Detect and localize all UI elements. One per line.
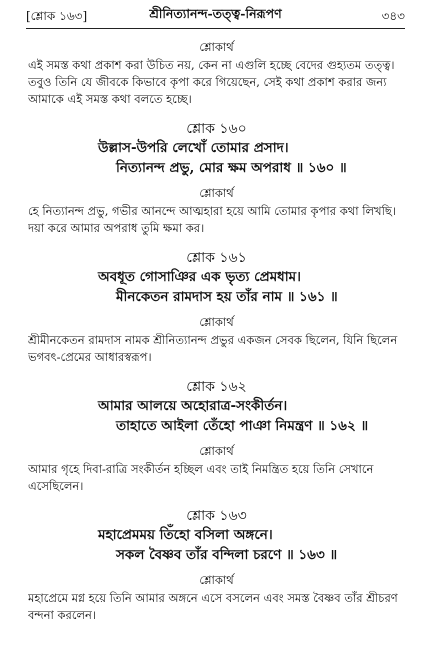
verse-line: নিত্যানন্দ প্রভু, মোর ক্ষম অপরাধ ॥ ১৬০ ॥	[116, 160, 347, 176]
verse-number: শ্লোক ১৬২	[186, 379, 247, 395]
verse-text	[28, 138, 405, 178]
verse-line: আমার আলয়ে অহোরাত্র-সংকীর্তন।	[98, 398, 288, 414]
translation-paragraph	[28, 461, 405, 495]
translation-paragraph	[28, 203, 405, 237]
translation-paragraph	[28, 590, 405, 624]
translation-paragraph	[28, 332, 405, 366]
verse-line: সকল বৈষ্ণব তাঁর বন্দিলা চরণে ॥ ১৬৩ ॥	[116, 547, 338, 563]
header-divider	[26, 28, 405, 29]
verse-line: অবধূত গোসাঞির এক ভৃত্য প্রেমধাম।	[98, 269, 301, 285]
page-number: ৩৪৩	[381, 9, 405, 23]
verse-number: শ্লোক ১৬০	[186, 121, 247, 137]
chapter-title: শ্রীনিত্যানন্দ-তত্ত্ব-নিরূপণ	[149, 6, 282, 21]
verse-text	[28, 525, 405, 565]
section-verse-160	[28, 120, 405, 237]
paragraph-line: আমাকে এই সমস্ত কথা বলতে হচ্ছে।	[28, 92, 192, 106]
translation-heading: শ্লোকার্থ	[199, 573, 234, 587]
page-body	[28, 32, 405, 624]
verse-range-label: [শ্লোক ১৬৩]	[26, 9, 88, 23]
verse-number: শ্লোক ১৬১	[186, 250, 247, 266]
translation-paragraph	[28, 57, 405, 108]
translation-heading: শ্লোকার্থ	[199, 315, 234, 329]
verse-text	[28, 396, 405, 436]
translation-heading: শ্লোকার্থ	[199, 40, 234, 54]
section-intro	[28, 40, 405, 108]
translation-heading: শ্লোকার্থ	[199, 444, 234, 458]
section-verse-163	[28, 507, 405, 624]
verse-text	[28, 267, 405, 307]
paragraph-line: হে নিত্যানন্দ প্রভু, গভীর আনন্দে আত্মহারা হয়ে আমি তোমার কৃপার কথা লিখছি।	[28, 204, 396, 218]
verse-number: শ্লোক ১৬৩	[186, 508, 247, 524]
paragraph-line: দয়া করে আমার অপরাধ তুমি ক্ষমা কর।	[28, 221, 205, 235]
translation-heading: শ্লোকার্থ	[199, 186, 234, 200]
section-verse-161	[28, 249, 405, 366]
paragraph-line: তবুও তিনি যে জীবকে কিভাবে কৃপা করে গিয়েছেন, সেই কথা প্রকাশ করার জন্য	[28, 75, 387, 89]
paragraph-line: আমার গৃহে দিবা-রাত্রি সংকীর্তন হচ্ছিল এবং তাই নিমন্ত্রিত হয়ে তিনি সেখানে	[28, 462, 374, 476]
verse-line: তাহাতে আইলা তেঁহো পাঞা নিমন্ত্রণ ॥ ১৬২ ॥	[116, 418, 369, 434]
verse-line: উল্লাস-উপরি লেখোঁ তোমার প্রসাদ।	[98, 140, 289, 156]
running-header	[26, 6, 405, 26]
paragraph-line: মহাপ্রেমে মগ্ন হয়ে তিনি আমার অঙ্গনে এসে বসলেন এবং সমস্ত বৈষ্ণব তাঁর শ্রীচরণ	[28, 591, 398, 605]
paragraph-line: ভগবৎ-প্রেমের আধারস্বরূপ।	[28, 350, 152, 364]
verse-line: মীনকেতন রামদাস হয় তাঁর নাম ॥ ১৬১ ॥	[116, 289, 338, 305]
paragraph-line: বন্দনা করলেন।	[28, 608, 97, 622]
section-verse-162	[28, 378, 405, 495]
paragraph-line: শ্রীমীনকেতন রামদাস নামক শ্রীনিত্যানন্দ প্রভুর একজন সেবক ছিলেন, যিনি ছিলেন	[28, 333, 398, 347]
paragraph-line: এসেছিলেন।	[28, 479, 84, 493]
verse-line: মহাপ্রেমময় তিঁহো বসিলা অঙ্গনে।	[98, 527, 273, 543]
paragraph-line: এই সমস্ত কথা প্রকাশ করা উচিত নয়, কেন না এগুলি হচ্ছে বেদের গুহ্যতম তত্ত্ব।	[28, 58, 395, 72]
